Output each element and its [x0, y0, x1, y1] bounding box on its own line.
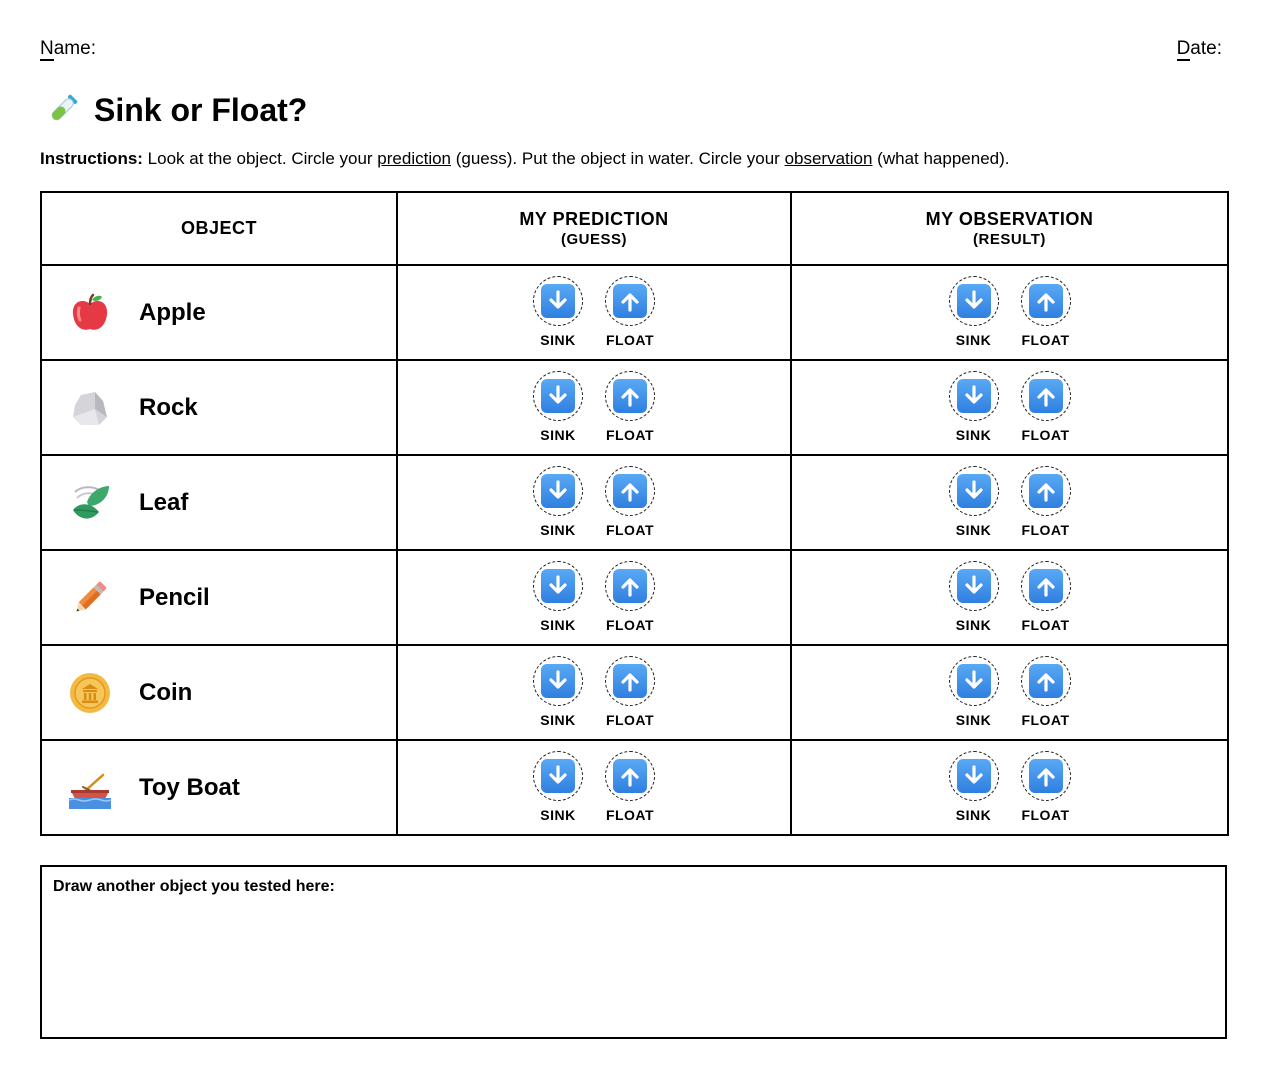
sink-circle[interactable] [533, 466, 583, 516]
up-arrow-icon [613, 379, 647, 413]
down-arrow-icon [541, 474, 575, 508]
up-arrow-icon [1029, 379, 1063, 413]
up-arrow-icon [613, 569, 647, 603]
sink-circle[interactable] [949, 561, 999, 611]
observation-cell [791, 265, 1228, 360]
observation-sink-option[interactable] [948, 741, 1000, 823]
table-row [41, 740, 1228, 835]
observation-float-option[interactable] [1020, 551, 1072, 633]
float-label: FLOAT [1021, 617, 1070, 633]
sink-circle[interactable] [949, 371, 999, 421]
up-arrow-icon [1029, 284, 1063, 318]
observation-cell [791, 360, 1228, 455]
object-cell [41, 360, 397, 455]
observation-float-option[interactable] [1020, 741, 1072, 823]
down-arrow-icon [957, 379, 991, 413]
table-row [41, 645, 1228, 740]
float-label: FLOAT [1021, 427, 1070, 443]
prediction-float-option[interactable] [604, 266, 656, 348]
prediction-float-option[interactable] [604, 456, 656, 538]
float-label: FLOAT [1021, 332, 1070, 348]
observation-cell [791, 550, 1228, 645]
observation-float-option[interactable] [1020, 646, 1072, 728]
object-name: Leaf [139, 488, 189, 516]
float-label: FLOAT [605, 807, 655, 823]
leaf-icon [68, 481, 112, 525]
test-tube-icon [44, 92, 80, 128]
sink-circle[interactable] [949, 466, 999, 516]
float-circle[interactable] [1021, 276, 1071, 326]
drawing-area-label: Draw another object you tested here: [53, 878, 335, 895]
sink-label: SINK [955, 807, 992, 823]
sink-circle[interactable] [949, 276, 999, 326]
float-label: FLOAT [1021, 712, 1070, 728]
float-label: FLOAT [1021, 807, 1070, 823]
prediction-choices [398, 646, 790, 739]
sink-circle[interactable] [949, 656, 999, 706]
down-arrow-icon [957, 759, 991, 793]
object-cell [41, 740, 397, 835]
observation-sink-option[interactable] [948, 551, 1000, 633]
date-label: Date: [1176, 38, 1222, 59]
down-arrow-icon [957, 569, 991, 603]
prediction-cell [397, 455, 791, 550]
drawing-area[interactable] [40, 865, 1227, 1039]
observation-cell [791, 455, 1228, 550]
observation-choices [792, 361, 1227, 454]
up-arrow-icon [613, 759, 647, 793]
down-arrow-icon [957, 474, 991, 508]
name-label: Name: [40, 38, 96, 59]
table-row [41, 265, 1228, 360]
prediction-sink-option[interactable] [532, 266, 584, 348]
column-header-object: OBJECT [41, 192, 397, 265]
prediction-float-option[interactable] [604, 741, 656, 823]
float-circle[interactable] [605, 561, 655, 611]
sink-label: SINK [955, 332, 992, 348]
object-cell [41, 645, 397, 740]
page-title: Sink or Float? [94, 91, 308, 128]
sink-float-table [40, 191, 1229, 836]
observation-cell [791, 740, 1228, 835]
object-cell [41, 550, 397, 645]
prediction-cell [397, 740, 791, 835]
float-label: FLOAT [605, 522, 655, 538]
prediction-choices [398, 551, 790, 644]
object-name: Pencil [139, 583, 210, 611]
prediction-choices [398, 741, 790, 834]
sink-label: SINK [540, 712, 576, 728]
prediction-cell [397, 360, 791, 455]
observation-choices [792, 456, 1227, 549]
sink-label: SINK [540, 427, 576, 443]
object-name: Apple [139, 298, 206, 326]
sink-circle[interactable] [533, 561, 583, 611]
prediction-choices [398, 266, 790, 359]
object-cell [41, 265, 397, 360]
down-arrow-icon [541, 759, 575, 793]
prediction-cell [397, 265, 791, 360]
up-arrow-icon [1029, 664, 1063, 698]
prediction-choices [398, 456, 790, 549]
float-circle[interactable] [1021, 656, 1071, 706]
observation-choices [792, 551, 1227, 644]
prediction-float-option[interactable] [604, 551, 656, 633]
sink-circle[interactable] [949, 751, 999, 801]
down-arrow-icon [541, 379, 575, 413]
down-arrow-icon [957, 284, 991, 318]
down-arrow-icon [541, 569, 575, 603]
observation-float-option[interactable] [1020, 361, 1072, 443]
rock-icon [68, 386, 112, 430]
title-wrap [44, 88, 307, 132]
float-label: FLOAT [605, 617, 655, 633]
prediction-float-option[interactable] [604, 646, 656, 728]
object-cell [41, 455, 397, 550]
float-circle[interactable] [605, 276, 655, 326]
observation-sink-option[interactable] [948, 646, 1000, 728]
sink-label: SINK [540, 332, 576, 348]
observation-choices [792, 741, 1227, 834]
prediction-sink-option[interactable] [532, 551, 584, 633]
up-arrow-icon [613, 664, 647, 698]
sink-circle[interactable] [533, 656, 583, 706]
sink-circle[interactable] [533, 276, 583, 326]
float-label: FLOAT [605, 712, 655, 728]
object-name: Coin [139, 678, 193, 706]
up-arrow-icon [613, 284, 647, 318]
observation-cell [791, 645, 1228, 740]
prediction-sink-option[interactable] [532, 741, 584, 823]
sink-label: SINK [955, 427, 992, 443]
float-circle[interactable] [605, 466, 655, 516]
table-row [41, 550, 1228, 645]
observation-sink-option[interactable] [948, 456, 1000, 538]
up-arrow-icon [1029, 474, 1063, 508]
float-circle[interactable] [605, 371, 655, 421]
observation-sink-option[interactable] [948, 361, 1000, 443]
float-circle[interactable] [605, 751, 655, 801]
up-arrow-icon [1029, 569, 1063, 603]
boat-icon [68, 766, 112, 810]
down-arrow-icon [541, 284, 575, 318]
down-arrow-icon [541, 664, 575, 698]
prediction-cell [397, 645, 791, 740]
prediction-sink-option[interactable] [532, 456, 584, 538]
up-arrow-icon [1029, 759, 1063, 793]
sink-label: SINK [955, 522, 992, 538]
sink-label: SINK [955, 712, 992, 728]
prediction-float-option[interactable] [604, 361, 656, 443]
sink-label: SINK [955, 617, 992, 633]
up-arrow-icon [613, 474, 647, 508]
float-circle[interactable] [1021, 466, 1071, 516]
observation-choices [792, 646, 1227, 739]
coin-icon [68, 671, 112, 715]
float-label: FLOAT [1021, 522, 1070, 538]
sink-label: SINK [540, 617, 576, 633]
float-circle[interactable] [1021, 561, 1071, 611]
float-circle[interactable] [1021, 751, 1071, 801]
sink-label: SINK [540, 807, 576, 823]
table-header-row [41, 192, 1228, 265]
prediction-sink-option[interactable] [532, 361, 584, 443]
table-row [41, 455, 1228, 550]
sink-label: SINK [540, 522, 576, 538]
observation-float-option[interactable] [1020, 456, 1072, 538]
sink-circle[interactable] [533, 751, 583, 801]
float-label: FLOAT [605, 332, 655, 348]
prediction-choices [398, 361, 790, 454]
pencil-icon [68, 576, 112, 620]
sink-circle[interactable] [533, 371, 583, 421]
prediction-cell [397, 550, 791, 645]
column-header-prediction: MY PREDICTION (GUESS) [397, 192, 791, 265]
prediction-sink-option[interactable] [532, 646, 584, 728]
down-arrow-icon [957, 664, 991, 698]
table-row [41, 360, 1228, 455]
observation-float-option[interactable] [1020, 266, 1072, 348]
observation-sink-option[interactable] [948, 266, 1000, 348]
float-circle[interactable] [605, 656, 655, 706]
object-name: Toy Boat [139, 773, 240, 801]
instructions: Instructions: Look at the object. Circle your prediction (guess). Put the object in water. Circle your observation (what happened). [40, 149, 1010, 168]
apple-icon [68, 291, 112, 335]
column-header-observation: MY OBSERVATION (RESULT) [791, 192, 1228, 265]
observation-choices [792, 266, 1227, 359]
object-name: Rock [139, 393, 198, 421]
float-circle[interactable] [1021, 371, 1071, 421]
float-label: FLOAT [605, 427, 655, 443]
header-row [40, 38, 1222, 68]
